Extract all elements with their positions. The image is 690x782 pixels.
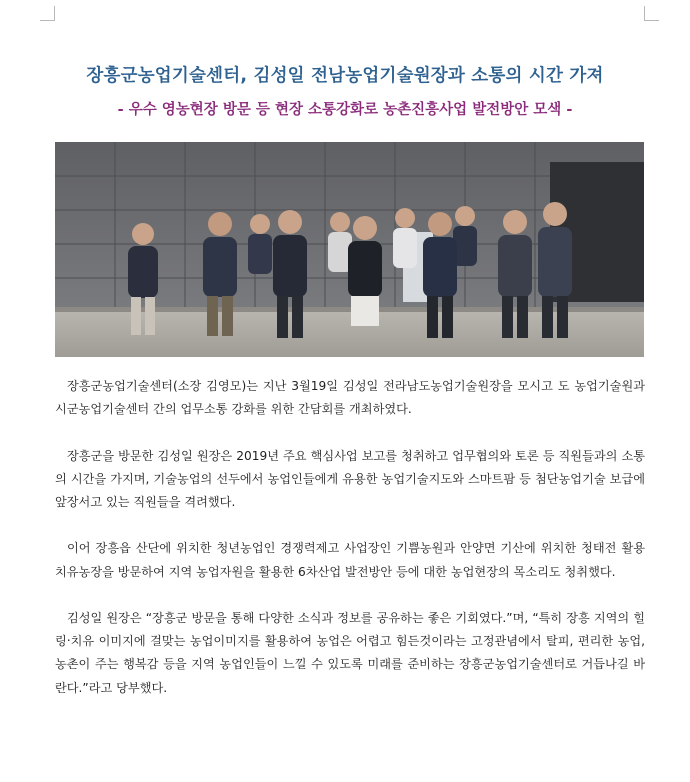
paragraph-4: 김성일 원장은 “장흥군 방문을 통해 다양한 소식과 정보를 공유하는 좋은 기회였다.”며, “특히 장흥 지역의 힐링‧치유 이미지에 걸맞는 농업이미지를 활용하여 농업은 어렵고 힘든것이라는 고정관념에서 탈피, 편리한 농업, 농촌이 주는 행복감 등을 지역 농업인들이 느낄 수 있도록 미래를 준비하는 장흥군농업기술센터로 거듭나길 바란다.”라고 당부했다. <box>55 610 645 695</box>
article-subtitle: - 우수 영농현장 방문 등 현장 소통강화로 농촌진흥사업 발전방안 모색 - <box>117 102 573 118</box>
article-title: 장흥군농업기술센터, 김성일 전남농업기술원장과 소통의 시간 가져 <box>86 66 604 86</box>
paragraph-1: 장흥군농업기술센터(소장 김영모)는 지난 3월19일 김성일 전라남도농업기술원장을 모시고 도 농업기술원과 시군농업기술센터 간의 업무소통 강화를 위한 간담회를 개최하였다. <box>55 379 645 417</box>
paragraph-3: 이어 장흥읍 산단에 위치한 청년농업인 경쟁력제고 사업장인 기쁨농원과 안양면 기산에 위치한 청태전 활용 치유농장을 방문하여 지역 농업자원을 활용한 6차산업 발전방안 등에 대한 농업현장의 목소리도 청취했다. <box>55 541 645 579</box>
group-photo-icon <box>55 142 644 357</box>
article-body <box>55 375 645 723</box>
paragraph-2: 장흥군을 방문한 김성일 원장은 2019년 주요 핵심사업 보고를 청취하고 업무협의와 토론 등 직원들과의 소통의 시간을 가지며, 기술농업의 선두에서 농업인들에게 유용한 농업기술지도와 스마트팜 등 첨단농업기술 보급에 앞장서고 있는 직원들을 격려했다. <box>55 448 645 509</box>
group-photo <box>55 142 644 357</box>
page-corner-mark-top-left <box>40 6 55 21</box>
page-corner-mark-top-right <box>644 6 659 21</box>
